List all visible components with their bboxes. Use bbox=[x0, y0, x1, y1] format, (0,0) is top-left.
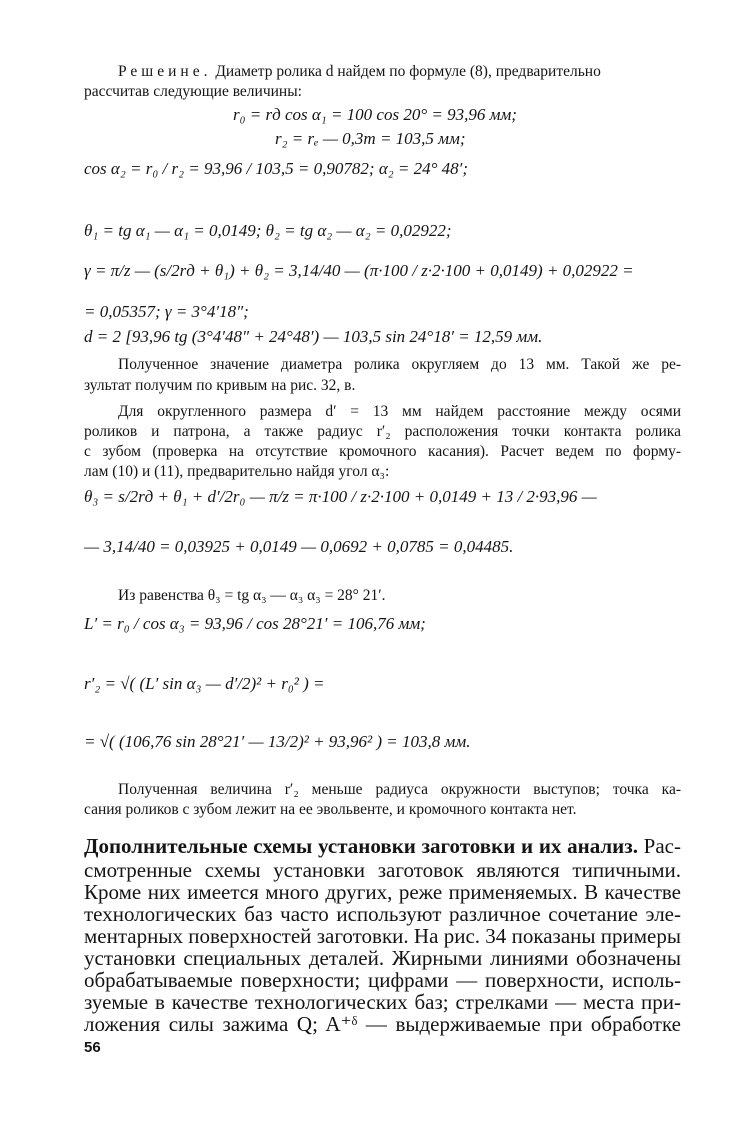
solution-heading: Решеине. Диаметр ролика d найдем по формуле (8), предварительно bbox=[118, 63, 601, 80]
text-line: с зубом (проверка на отсутствие кромочного касания). Расчет ведем по форму- bbox=[84, 443, 681, 460]
section-lead: Дополнительные схемы установки заготовки и их анализ. Рас- bbox=[84, 834, 681, 858]
formula-r2-prime: r′₂ = √( (L′ sin α₃ — d′/2)² + r₀² ) = bbox=[84, 674, 325, 693]
formula-r0: r₀ = rд cos α₁ = 100 cos 20° = 93,96 мм; bbox=[233, 105, 517, 124]
formula-alpha3: Из равенства θ₃ = tg α₃ — α₃ α₃ = 28° 21′. bbox=[118, 587, 386, 604]
body-line: обрабатываемые поверхности; цифрами — поверхности, исполь- bbox=[84, 968, 681, 992]
text-line: рассчитав следующие величины: bbox=[84, 83, 302, 100]
text-line: Полученное значение диаметра ролика округляем до 13 мм. Такой же ре- bbox=[118, 356, 681, 373]
formula-r2: r₂ = rₑ — 0,3m = 103,5 мм; bbox=[275, 129, 466, 148]
formula-theta3: θ₃ = s/2rд + θ₁ + d′/2r₀ — π/z = π·100 / z·2·100 + 0,0149 + 13 / 2·93,96 — bbox=[84, 487, 597, 506]
body-line: Кроме них имеется много других, реже применяемых. В качестве bbox=[84, 880, 681, 904]
text-line: роликов и патрона, а также радиус r′₂ расположения точки контакта ролика bbox=[84, 423, 681, 440]
body-line: ложения силы зажима Q; A⁺ᵟ — выдерживаемые при обработке bbox=[84, 1012, 681, 1036]
formula-gamma: γ = π/z — (s/2rд + θ₁) + θ₂ = 3,14/40 — (π·100 / z·2·100 + 0,0149) + 0,02922 = bbox=[84, 261, 634, 280]
page-number: 56 bbox=[84, 1039, 101, 1056]
formula-theta3-result: — 3,14/40 = 0,03925 + 0,0149 — 0,0692 + 0,0785 = 0,04485. bbox=[84, 537, 514, 556]
body-line: технологических баз часто используют различное сочетание эле- bbox=[84, 902, 681, 926]
text-line: Полученная величина r′₂ меньше радиуса окружности выступов; точка ка- bbox=[118, 781, 681, 798]
formula-L: L′ = r₀ / cos α₃ = 93,96 / cos 28°21′ = 106,76 мм; bbox=[84, 614, 426, 633]
text-line: Для округленного размера d′ = 13 мм найдем расстояние между осями bbox=[118, 403, 681, 420]
text-line: зультат получим по кривым на рис. 32, в. bbox=[84, 377, 356, 394]
formula-d: d = 2 [93,96 tg (3°4′48″ + 24°48′) — 103,5 sin 24°18′ = 12,59 мм. bbox=[84, 327, 543, 346]
body-line: смотренные схемы установки заготовок являются типичными. bbox=[84, 858, 681, 882]
formula-r2-prime-result: = √( (106,76 sin 28°21′ — 13/2)² + 93,96² ) = 103,8 мм. bbox=[84, 732, 471, 751]
formula-cos-alpha2: cos α₂ = r₀ / r₂ = 93,96 / 103,5 = 0,90782; α₂ = 24° 48′; bbox=[84, 159, 469, 178]
body-line: зуемые в качестве технологических баз; стрелками — места при- bbox=[84, 990, 681, 1014]
body-line: ментарных поверхностей заготовки. На рис. 34 показаны примеры bbox=[84, 924, 681, 948]
formula-gamma-result: = 0,05357; γ = 3°4′18″; bbox=[84, 302, 249, 321]
formula-theta1-theta2: θ₁ = tg α₁ — α₁ = 0,0149; θ₂ = tg α₂ — α₂ = 0,02922; bbox=[84, 221, 452, 240]
text-line: лам (10) и (11), предварительно найдя угол α₃: bbox=[84, 463, 390, 480]
body-line: установки специальных деталей. Жирными линиями обозначены bbox=[84, 946, 681, 970]
text-line: сания роликов с зубом лежит на ее эвольвенте, и кромочного контакта нет. bbox=[84, 801, 577, 818]
